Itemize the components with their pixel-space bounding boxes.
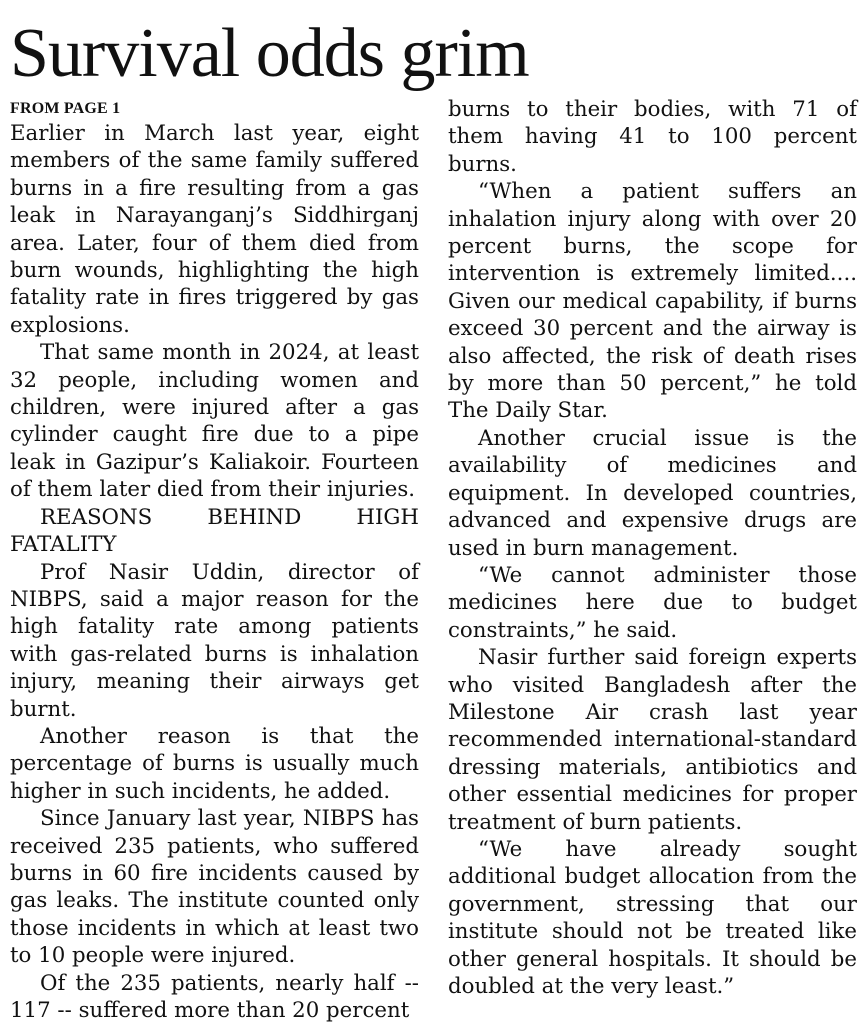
paragraph-9: Another crucial issue is the availability of medicines and equipment. In developed countries, advanced and expensive drugs are used in burn management. — [448, 425, 857, 561]
paragraph-4: Another reason is that the percentage of burns is usually much higher in such incidents, he added. — [10, 723, 419, 804]
paragraph-10: “We cannot administer those medicines here due to budget constraints,” he said. — [448, 562, 857, 643]
paragraph-11: Nasir further said foreign experts who visited Bangladesh after the Milestone Air crash last year recommended international-standard dressing materials, antibiotics and other essential medicines for proper treatment of burn patients. — [448, 645, 857, 835]
headline: Survival odds grim — [10, 15, 529, 92]
paragraph-3: Prof Nasir Uddin, director of NIBPS, said a major reason for the high fatality rate among patients with gas-related burns is inhalation injury, meaning their airways get burnt. — [10, 559, 419, 722]
page-jump-kicker: FROM PAGE 1 — [10, 100, 121, 117]
article-column-right — [448, 96, 857, 1000]
subhead-line-2: FATALITY — [10, 532, 117, 558]
subhead-line-1: REASONS BEHIND HIGH — [40, 504, 419, 530]
paragraph-2: That same month in 2024, at least 32 people, including women and children, were injured after a gas cylinder caught fire due to a pipe leak in Gazipur’s Kaliakoir. Fourteen of them later died from their injuries. — [10, 340, 419, 503]
paragraph-5: Since January last year, NIBPS has received 235 patients, who suffered burns in 60 fire incidents caused by gas leaks. The institute counted only those incidents in which at least two to 10 people were injured. — [10, 806, 419, 969]
paragraph-12: “We have already sought additional budget allocation from the government, stressing that our institute should not be treated like other general hospitals. It should be doubled at the very least.” — [448, 836, 857, 999]
paragraph-7: burns to their bodies, with 71 of them having 41 to 100 percent burns. — [448, 97, 857, 177]
article-column-left — [10, 98, 419, 1024]
paragraph-8: “When a patient suffers an inhalation injury along with over 20 percent burns, the scope for intervention is extremely limited.... Given our medical capability, if burns exceed 30 percent and the airway is also affected, the risk of death rises by more than 50 percent,” he told The Daily Star. — [448, 179, 857, 424]
paragraph-6: Of the 235 patients, nearly half -- 117 -- suffered more than 20 percent — [10, 970, 419, 1023]
paragraph-1: Earlier in March last year, eight members of the same family suffered burns in a fire resulting from a gas leak in Narayanganj’s Siddhirganj area. Later, four of them died from burn wounds, highlighting the high fatality rate in fires triggered by gas explosions. — [10, 121, 419, 338]
